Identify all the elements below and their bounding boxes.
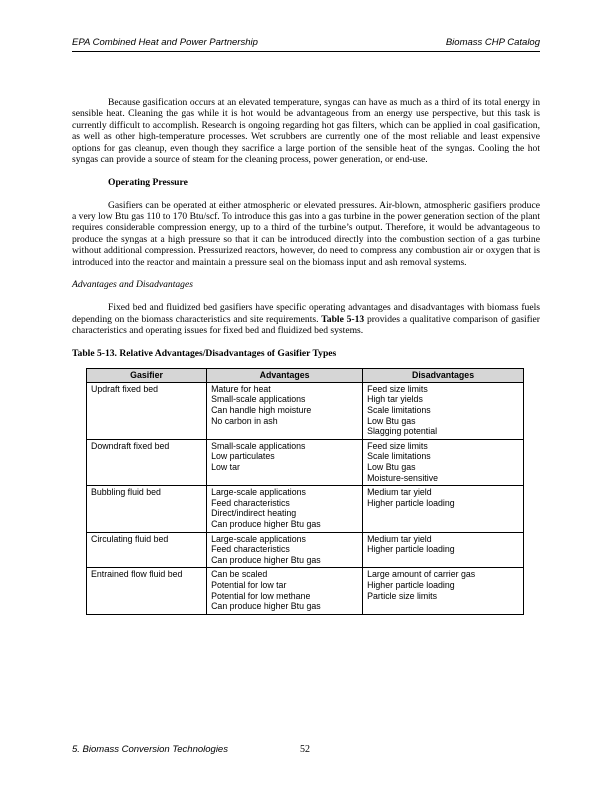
heading-advantages-disadvantages: Advantages and Disadvantages	[72, 279, 193, 291]
cell-disadvantages	[363, 382, 524, 439]
header-advantages: Advantages	[207, 369, 363, 383]
advantages-item: Low tar	[211, 462, 240, 473]
table-caption: Table 5-13. Relative Advantages/Disadvantages of Gasifier Types	[72, 347, 337, 359]
advantages-item: Can be scaled	[211, 569, 268, 580]
cell-gasifier: Downdraft fixed bed	[87, 439, 207, 485]
cell-advantages	[207, 568, 363, 614]
advantages-item: Large-scale applications	[211, 533, 306, 544]
advantages-item: Feed characteristics	[211, 497, 290, 508]
advantages-item: Can produce higher Btu gas	[211, 518, 321, 529]
cell-advantages	[207, 382, 363, 439]
cell-disadvantages	[363, 568, 524, 614]
footer-section-title: 5. Biomass Conversion Technologies	[72, 744, 228, 755]
advantages-item: Can produce higher Btu gas	[211, 554, 321, 565]
table-row	[87, 532, 524, 568]
header-right-title: Biomass CHP Catalog	[445, 37, 540, 48]
advantages-item: Low particulates	[211, 451, 275, 462]
advantages-item: No carbon in ash	[211, 415, 278, 426]
disadvantages-item: Feed size limits	[367, 383, 428, 394]
paragraph-advantages-text-2: provides a qualitative comparison of gasifier characteristics and operating issues for fixed bed and fluidized bed systems.	[72, 313, 541, 337]
paragraph-advantages-text-1: Fixed bed and fluidized bed gasifiers have specific operating advantages and disadvantages with biomass fuels depending on the biomass characteristics and site requirements.	[72, 302, 540, 325]
cell-gasifier: Updraft fixed bed	[87, 382, 207, 439]
disadvantages-item: Large amount of carrier gas	[367, 569, 476, 580]
page-body	[72, 97, 540, 615]
table-row	[87, 382, 524, 439]
disadvantages-item: Scale limitations	[367, 405, 431, 416]
disadvantages-item: Low Btu gas	[367, 415, 416, 426]
cell-advantages	[207, 532, 363, 568]
disadvantages-item: Scale limitations	[367, 451, 431, 462]
advantages-item: Small-scale applications	[211, 440, 306, 451]
advantages-item: Mature for heat	[211, 383, 271, 394]
table-reference: Table 5-13	[321, 313, 365, 325]
header-disadvantages: Disadvantages	[363, 369, 524, 383]
paragraph-operating-pressure: Gasifiers can be operated at either atmospheric or elevated pressures. Air-blown, atmospheric gasifiers produce a very low Btu gas 110 to 170 Btu/scf. To introduce this gas into a gas turbine in the power generation section of the plant requires considerable compression energy, up to a third of the turbine’s output. Therefore, it would be advantageous to produce the syngas at a high pressure so that it can be introduced directly into the combustion section of a gas turbine without additional compression. Pressurized reactors, however, do need to compress any combustion air or oxygen that is introduced into the reactor and maintain a pressure seal on the biomass input and ash removal systems.	[72, 199, 540, 268]
advantages-item: Direct/indirect heating	[211, 508, 297, 519]
cell-disadvantages	[363, 486, 524, 532]
cell-gasifier: Bubbling fluid bed	[87, 486, 207, 532]
table-row	[87, 439, 524, 485]
table-row	[87, 568, 524, 614]
gasifier-comparison-table	[86, 368, 524, 614]
disadvantages-item: Higher particle loading	[367, 544, 455, 555]
page-number: 52	[300, 744, 310, 755]
table-header-row	[87, 369, 524, 383]
header-left-title: EPA Combined Heat and Power Partnership	[72, 37, 258, 48]
disadvantages-item: Moisture-sensitive	[367, 472, 438, 483]
advantages-item: Small-scale applications	[211, 394, 306, 405]
cell-disadvantages	[363, 439, 524, 485]
advantages-item: Can handle high moisture	[211, 405, 312, 416]
advantages-item: Potential for low methane	[211, 590, 311, 601]
advantages-item: Potential for low tar	[211, 579, 287, 590]
cell-disadvantages	[363, 532, 524, 568]
cell-gasifier: Entrained flow fluid bed	[87, 568, 207, 614]
disadvantages-item: Particle size limits	[367, 590, 438, 601]
disadvantages-item: Higher particle loading	[367, 497, 455, 508]
paragraph-advantages	[72, 302, 540, 336]
header-gasifier: Gasifier	[87, 369, 207, 383]
cell-advantages	[207, 486, 363, 532]
disadvantages-item: High tar yields	[367, 394, 423, 405]
disadvantages-item: Medium tar yield	[367, 533, 432, 544]
table-row	[87, 486, 524, 532]
page-header	[72, 37, 540, 52]
disadvantages-item: Medium tar yield	[367, 487, 432, 498]
disadvantages-item: Higher particle loading	[367, 579, 455, 590]
disadvantages-item: Slagging potential	[367, 426, 438, 437]
advantages-item: Can produce higher Btu gas	[211, 601, 321, 612]
advantages-item: Large-scale applications	[211, 487, 306, 498]
disadvantages-item: Low Btu gas	[367, 462, 416, 473]
advantages-item: Feed characteristics	[211, 544, 290, 555]
cell-gasifier: Circulating fluid bed	[87, 532, 207, 568]
cell-advantages	[207, 439, 363, 485]
disadvantages-item: Feed size limits	[367, 440, 428, 451]
paragraph-gas-cleaning: Because gasification occurs at an elevated temperature, syngas can have as much as a third of its total energy in sensible heat. Cleaning the gas while it is hot would be advantageous from an energy use perspective, but this task is currently difficult to accomplish. Research is ongoing regarding hot gas filters, which can be applied in coal gasification, as well as other high-temperature processes. Wet scrubbers are currently one of the most reliable and least expensive options for gas cleanup, even though they sacrifice a large portion of the sensible heat of the syngas. Cooling the hot syngas can provide a source of steam for the cleaning process, power generation, or end-use.	[72, 97, 540, 166]
heading-operating-pressure: Operating Pressure	[108, 176, 188, 188]
